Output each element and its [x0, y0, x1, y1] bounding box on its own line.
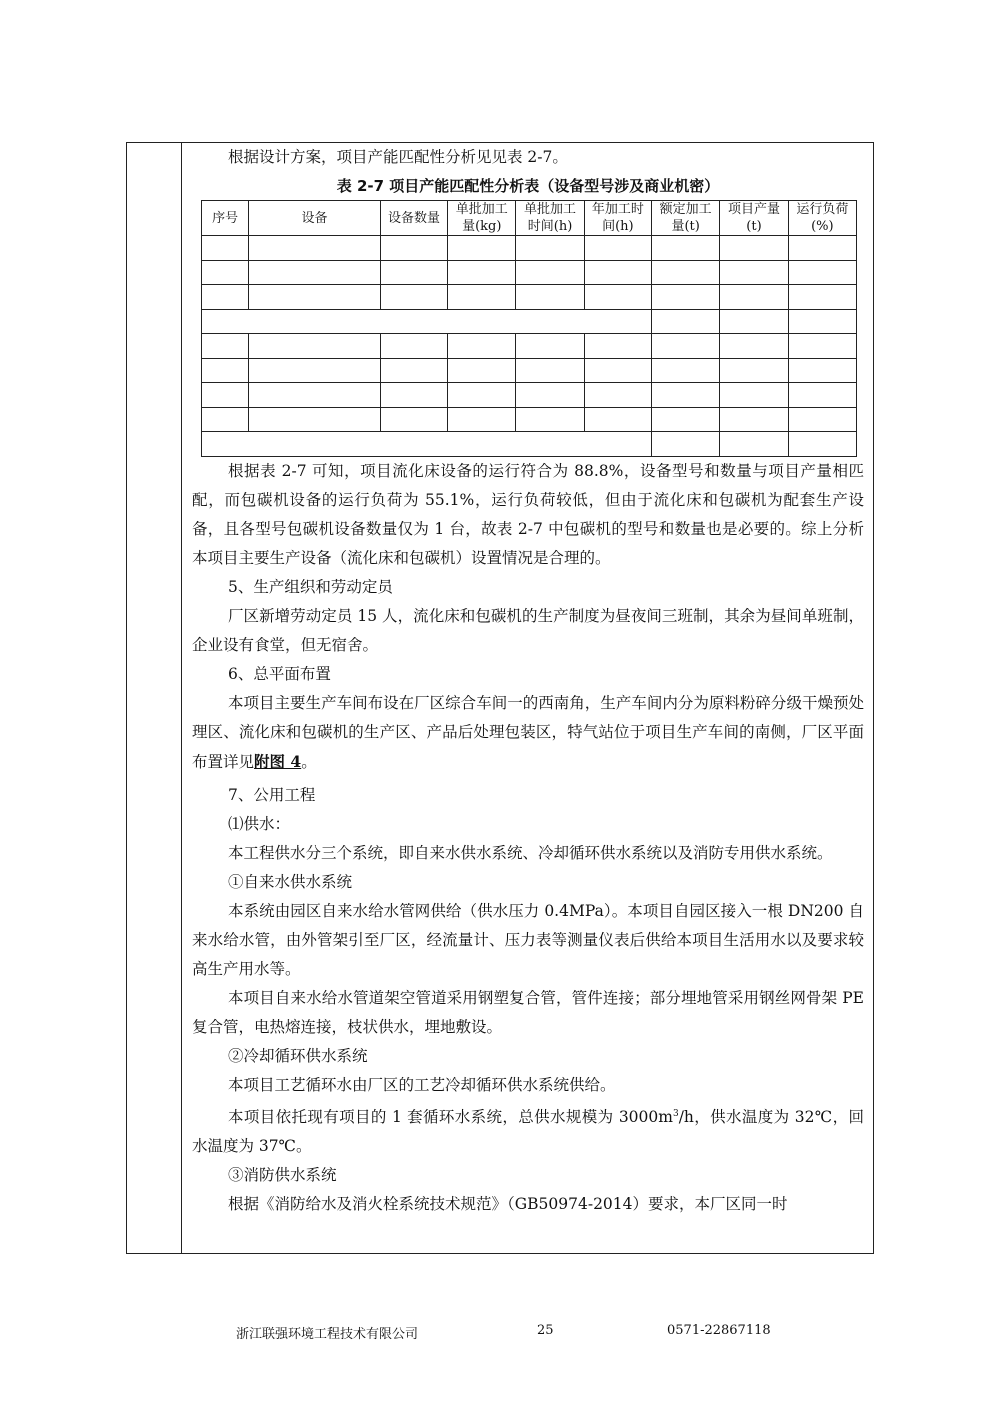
page-number: 25	[537, 1323, 554, 1338]
intro-paragraph: 根据设计方案，项目产能匹配性分析见见表 2-7。	[228, 148, 568, 166]
section-5-title: 5、生产组织和劳动定员	[228, 577, 393, 596]
table-header-row	[202, 201, 857, 236]
column-divider	[181, 142, 182, 1254]
tapwater-text2: 本项目自来水给水管道架空管道采用钢塑复合管，管件连接；部分埋地管采用钢丝网骨架 PE 复合管，电热熔连接，枝状供水，埋地敷设。	[192, 988, 864, 1036]
section-6-body: 本项目主要生产车间布设在厂区综合车间一的西南角，生产车间内分为原料粉碎分级干燥预处理区、流化床和包碳机的生产区、产品后处理包装区，特气站位于项目生产车间的南侧，厂区平面布置详见	[192, 693, 864, 771]
header-cell: 序号	[202, 201, 249, 236]
cooling-text2-b: /h，供水温度为 32℃，回水温度为 37℃。	[192, 1107, 864, 1155]
section-5-text: 厂区新增劳动定员 15 人，流化床和包碳机的生产制度为昼夜间三班制，其余为昼间单班制，企业设有食堂，但无宿舍。	[192, 606, 864, 654]
analysis-paragraph: 根据表 2-7 可知，项目流化床设备的运行符合为 88.8%，设备型号和数量与项目产量相匹配，而包碳机设备的运行负荷为 55.1%，运行负荷较低，但由于流化床和包碳机为配套生产设备，且各型号包碳机设备数量仅为 1 台，故表 2-7 中包碳机的型号和数量也是必要的。综上分析本项目主要生产设备（流化床和包碳机）设置情况是合理的。	[192, 461, 864, 567]
section-7-sub1: ⑴供水：	[228, 814, 291, 833]
header-cell: 额定加工量(t)	[652, 201, 720, 236]
cooling-text1: 本项目工艺循环水由厂区的工艺冷却循环供水系统供给。	[228, 1075, 616, 1094]
table-row	[202, 407, 857, 432]
header-cell: 项目产量(t)	[720, 201, 788, 236]
header-cell: 运行负荷(%)	[788, 201, 856, 236]
table-row	[202, 383, 857, 408]
table-row	[202, 334, 857, 359]
table-row	[202, 236, 857, 261]
cooling-text2-a: 本项目依托现有项目的 1 套循环水系统，总供水规模为 3000m	[228, 1107, 673, 1126]
table-caption: 表 2-7 项目产能匹配性分析表（设备型号涉及商业机密）	[336, 177, 720, 195]
fire-text: 根据《消防给水及消火栓系统技术规范》（GB50974-2014）要求，本厂区同一时	[228, 1194, 788, 1213]
header-cell: 设备	[249, 201, 381, 236]
section-6-title: 6、总平面布置	[228, 664, 331, 683]
fire-title: ③消防供水系统	[228, 1165, 337, 1184]
footer-phone: 0571-22867118	[667, 1323, 771, 1338]
header-cell: 年加工时间(h)	[584, 201, 651, 236]
tapwater-text1: 本系统由园区自来水给水管网供给（供水压力 0.4MPa）。本项目自园区接入一根 DN200 自来水给水管，由外管架引至厂区，经流量计、压力表等测量仪表后供给本项目生活用水以及要求较高生产用水等。	[192, 901, 864, 978]
table-row	[202, 358, 857, 383]
section-6-text	[192, 689, 864, 777]
section-7-title: 7、公用工程	[228, 785, 316, 804]
cooling-text2	[192, 1100, 864, 1161]
superscript: 3	[672, 1108, 679, 1119]
header-cell: 单批加工量(kg)	[448, 201, 516, 236]
tapwater-title: ①自来水供水系统	[228, 872, 353, 891]
table-row	[202, 285, 857, 310]
section-6-end: 。	[301, 752, 317, 771]
table-row	[202, 260, 857, 285]
table-subtotal-row	[202, 309, 857, 334]
section-7-text1: 本工程供水分三个系统，即自来水供水系统、冷却循环供水系统以及消防专用供水系统。	[228, 843, 833, 862]
capacity-table	[201, 200, 857, 457]
footer-company: 浙江联强环境工程技术有限公司	[236, 1327, 419, 1342]
header-cell: 设备数量	[380, 201, 447, 236]
document-body	[192, 143, 864, 1219]
header-cell: 单批加工时间(h)	[516, 201, 584, 236]
cooling-title: ②冷却循环供水系统	[228, 1046, 368, 1065]
table-subtotal-row	[202, 432, 857, 457]
figure-4-link[interactable]: 附图 4	[254, 751, 302, 771]
